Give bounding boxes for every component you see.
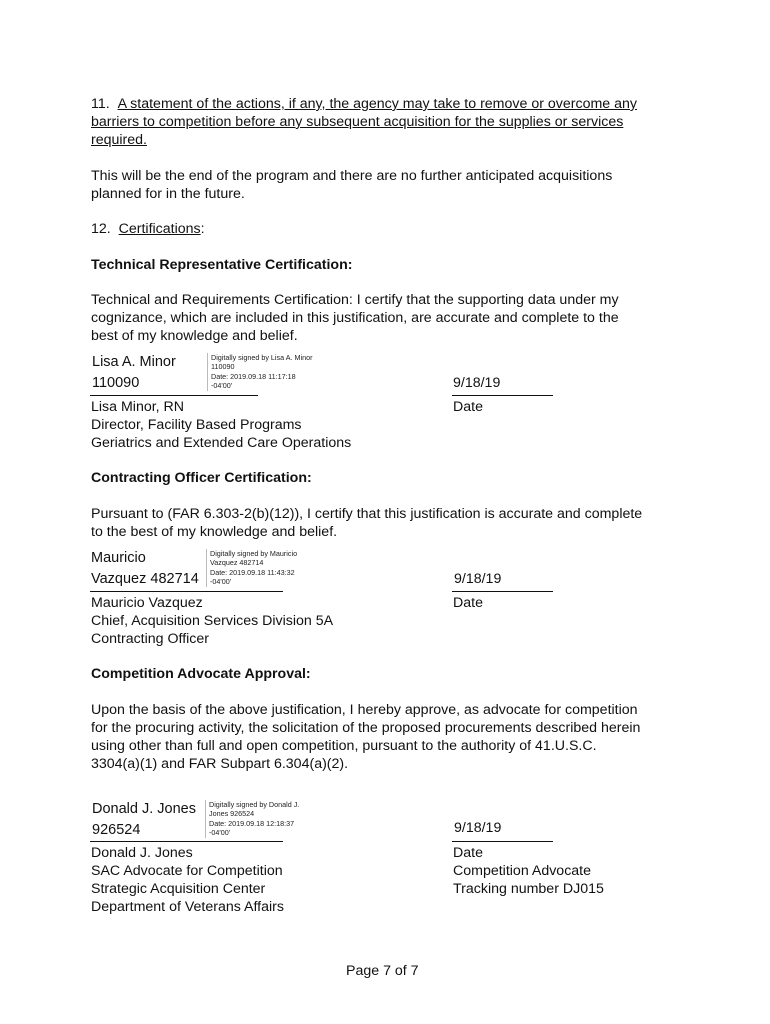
technical-signer-name: Lisa Minor, RN xyxy=(91,399,185,415)
technical-signer-title2: Geriatrics and Extended Care Operations xyxy=(91,435,352,451)
advocate-body-line2: for the procuring activity, the solicitation of the proposed procurements described herein xyxy=(91,720,641,736)
contracting-signer-name: Mauricio Vazquez xyxy=(91,595,203,611)
advocate-body-line4: 3304(a)(1) and FAR Subpart 6.304(a)(2). xyxy=(91,756,349,772)
advocate-signer-title1: SAC Advocate for Competition xyxy=(91,863,283,879)
advocate-role-label: Competition Advocate xyxy=(453,863,592,879)
page-number: Page 7 of 7 xyxy=(346,963,419,979)
advocate-date-label: Date xyxy=(453,845,483,861)
section-11-heading-line3: required. xyxy=(91,132,147,148)
technical-body-line1: Technical and Requirements Certification: I certify that the supporting data under my xyxy=(91,292,619,308)
advocate-signature-line xyxy=(90,841,283,842)
technical-signature-line xyxy=(90,395,258,396)
technical-title: Technical Representative Certification: xyxy=(91,257,353,273)
advocate-date-line xyxy=(452,841,553,842)
section-12-heading: 12. Certifications: xyxy=(91,221,205,237)
advocate-date-value: 9/18/19 xyxy=(454,820,502,836)
contracting-signature-name: Mauricio Vazquez 482714 xyxy=(91,550,199,587)
advocate-body-line1: Upon the basis of the above justification, I hereby approve, as advocate for competition xyxy=(91,702,638,718)
advocate-signer-name: Donald J. Jones xyxy=(91,845,193,861)
section-11-heading-line1: A statement of the actions, if any, the agency may take to remove or overcome any xyxy=(117,96,637,112)
section-11-heading-line2: barriers to competition before any subsequent acquisition for the supplies or services xyxy=(91,114,624,130)
contracting-signer-title2: Contracting Officer xyxy=(91,631,210,647)
advocate-signer-title2: Strategic Acquisition Center xyxy=(91,881,266,897)
technical-body-line2: cognizance, which are included in this justification, are accurate and complete to the xyxy=(91,310,619,326)
section-11-body-line2: planned for in the future. xyxy=(91,186,245,202)
advocate-title: Competition Advocate Approval: xyxy=(91,666,311,682)
advocate-signer-title3: Department of Veterans Affairs xyxy=(91,899,284,915)
advocate-body-line3: using other than full and open competition, pursuant to the authority of 41.U.S.C. xyxy=(91,738,597,754)
advocate-digital-signature-stamp: Digitally signed by Donald J. Jones 926524 Date: 2019.09.18 12:18:37 -04'00' xyxy=(205,800,299,838)
technical-body-line3: best of my knowledge and belief. xyxy=(91,328,298,344)
technical-date-value: 9/18/19 xyxy=(453,375,501,391)
technical-date-label: Date xyxy=(453,399,483,415)
contracting-date-value: 9/18/19 xyxy=(454,571,502,587)
section-11-heading: 11. A statement of the actions, if any, the agency may take to remove or overcome any xyxy=(91,96,637,112)
technical-signature-name: Lisa A. Minor 110090 xyxy=(92,354,176,391)
technical-digital-signature-stamp: Digitally signed by Lisa A. Minor 110090 Date: 2019.09.18 11:17:18 -04'00' xyxy=(207,353,312,391)
contracting-signature-line xyxy=(90,591,283,592)
section-11-body-line1: This will be the end of the program and there are no further anticipated acquisitions xyxy=(91,168,613,184)
contracting-title: Contracting Officer Certification: xyxy=(91,470,312,486)
contracting-body-line1: Pursuant to (FAR 6.303-2(b)(12)), I certify that this justification is accurate and complete xyxy=(91,506,643,522)
contracting-signer-title1: Chief, Acquisition Services Division 5A xyxy=(91,613,334,629)
technical-signer-title1: Director, Facility Based Programs xyxy=(91,417,302,433)
advocate-signature-name: Donald J. Jones 926524 xyxy=(92,801,196,838)
contracting-date-label: Date xyxy=(453,595,483,611)
advocate-tracking-number: Tracking number DJ015 xyxy=(453,881,604,897)
contracting-date-line xyxy=(452,591,553,592)
contracting-body-line2: to the best of my knowledge and belief. xyxy=(91,524,338,540)
contracting-digital-signature-stamp: Digitally signed by Mauricio Vazquez 482714 Date: 2019.09.18 11:43:32 -04'00' xyxy=(206,549,297,587)
technical-date-line xyxy=(452,395,553,396)
